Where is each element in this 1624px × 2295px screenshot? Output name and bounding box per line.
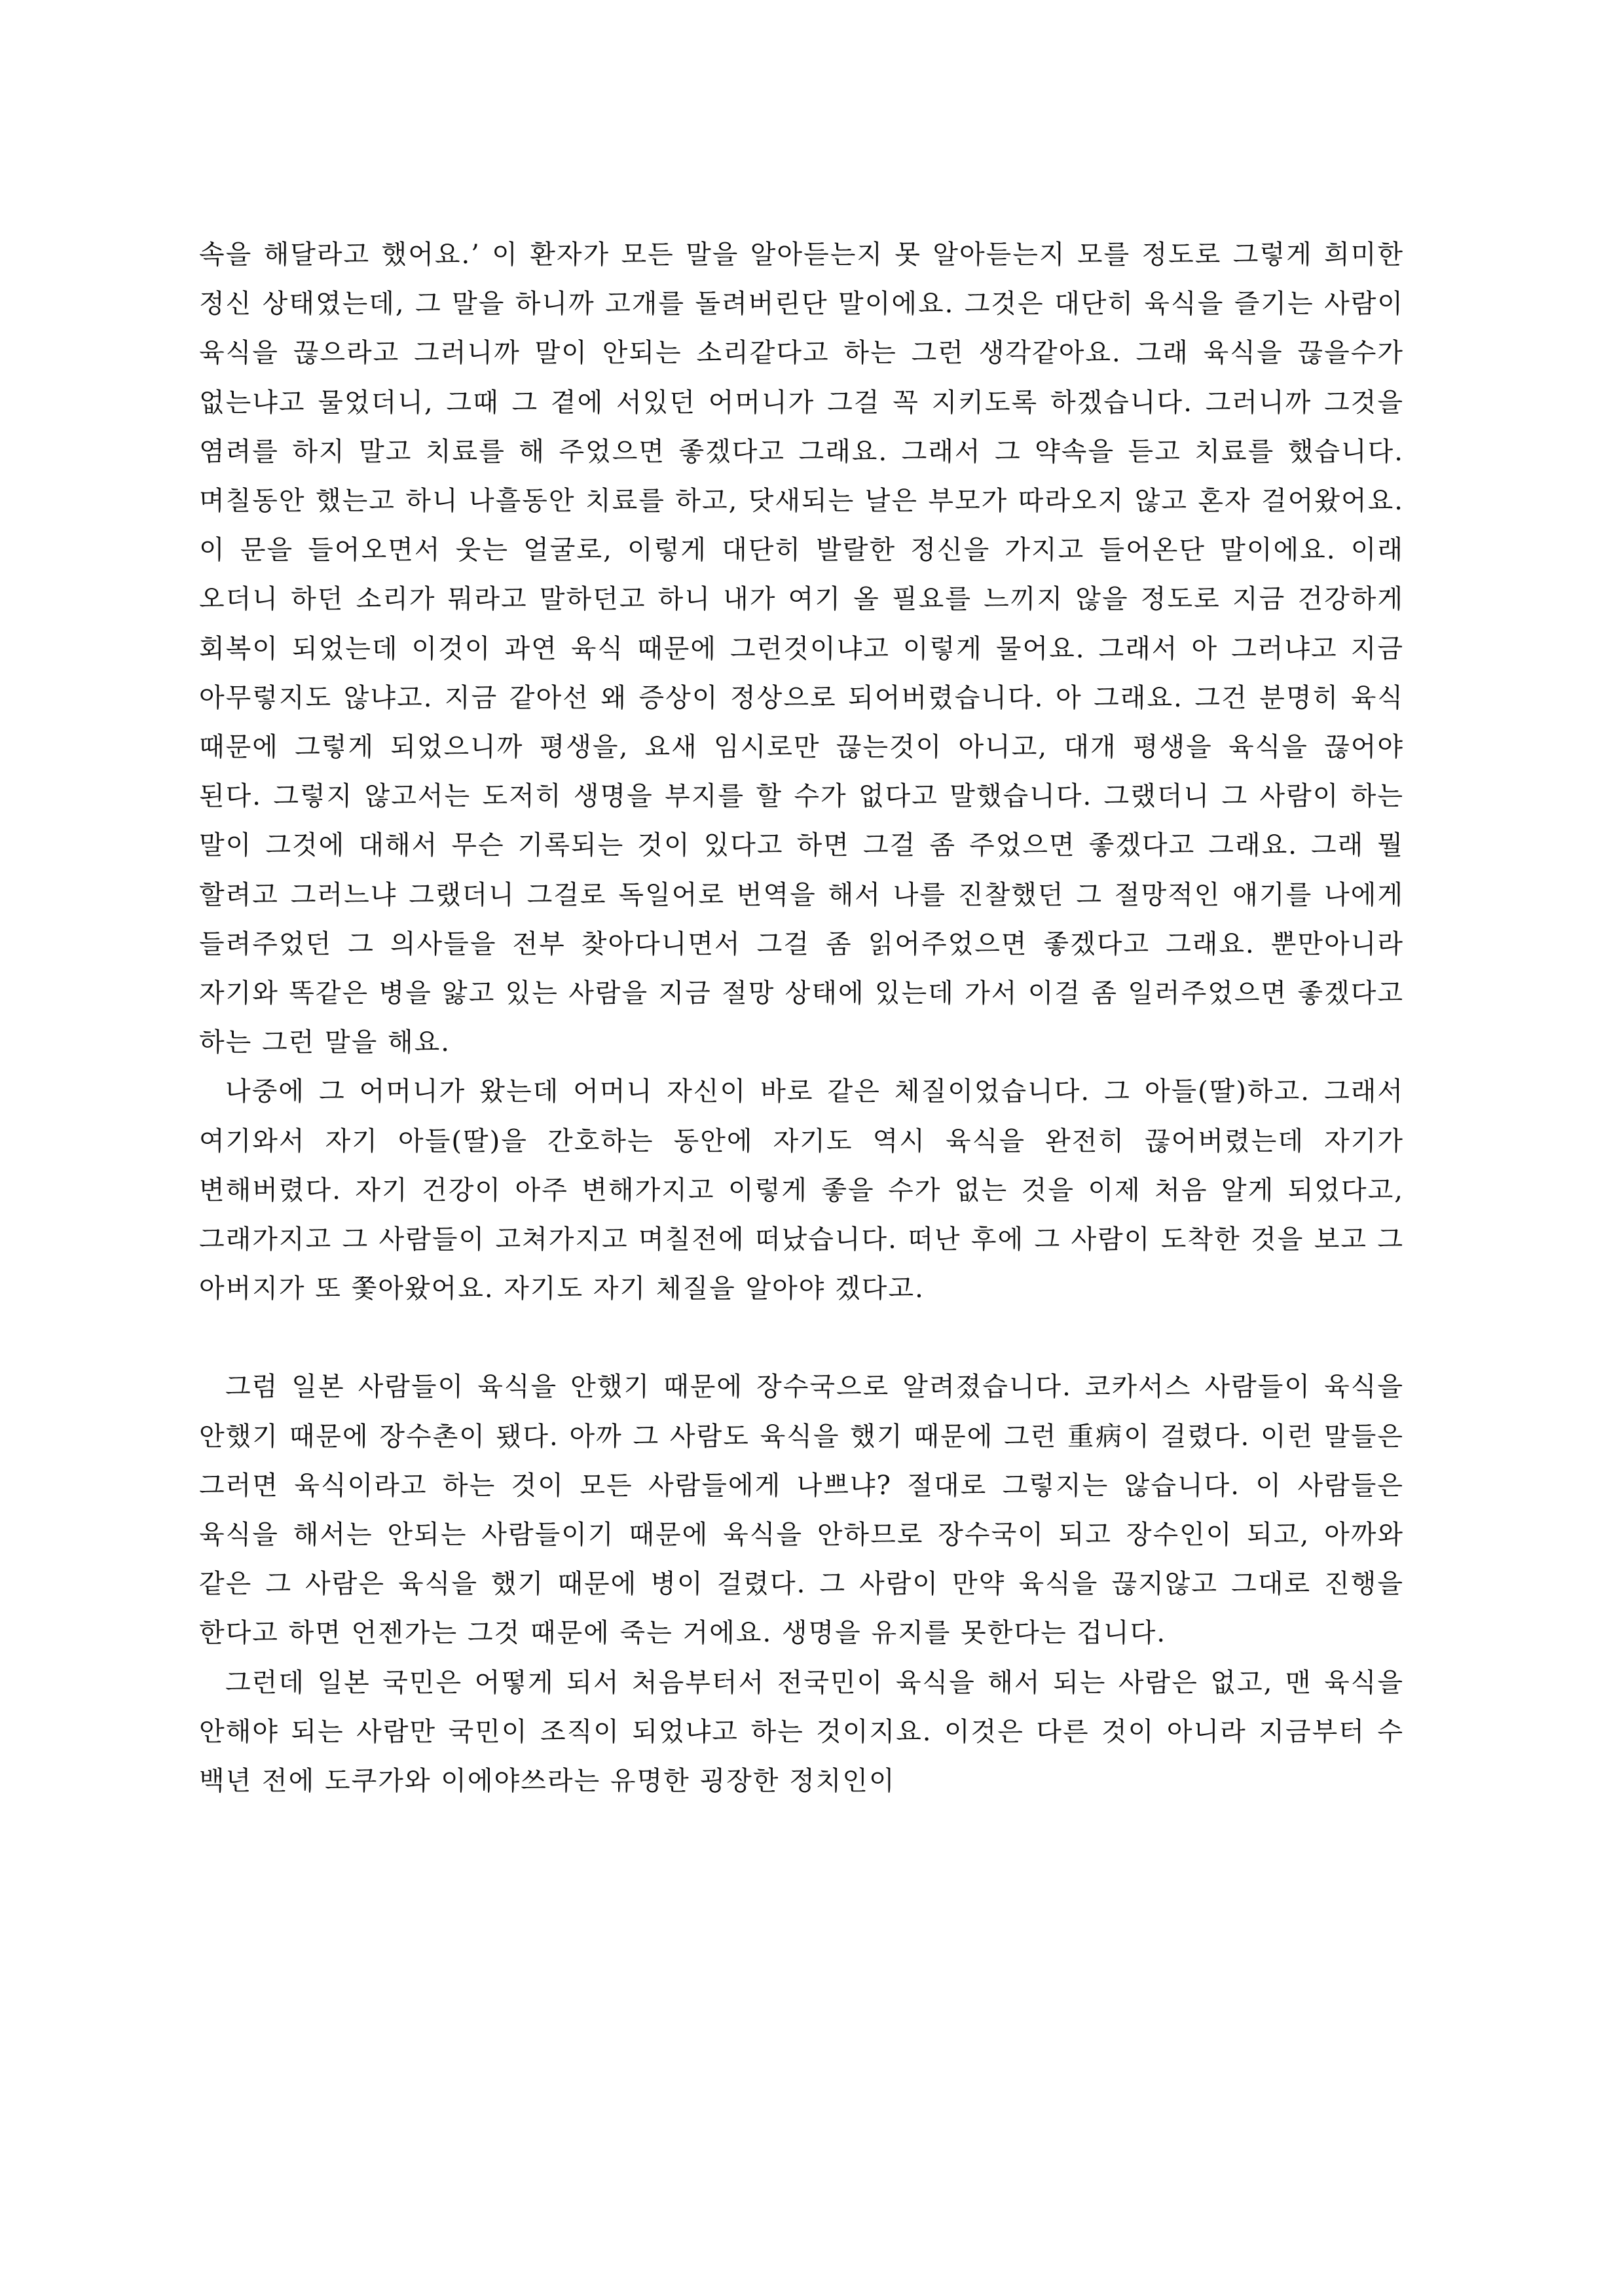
document-body [199,230,1404,1806]
paragraph-4: 그런데 일본 국민은 어떻게 되서 처음부터서 전국민이 육식을 해서 되는 사람은 없고, 맨 육식을 안해야 되는 사람만 국민이 조직이 되었냐고 하는 것이지요. 이것은 다른 것이 아니라 지금부터 수 백년 전에 도쿠가와 이에야쓰라는 유명한 굉장한 정치인이 [199,1667,1404,1797]
paragraph-3: 그럼 일본 사람들이 육식을 안했기 때문에 장수국으로 알려졌습니다. 코카서스 사람들이 육식을 안했기 때문에 장수촌이 됐다. 아까 그 사람도 육식을 했기 때문에 그런 重病이 걸렸다. 이런 말들은 그러면 육식이라고 하는 것이 모든 사람들에게 나쁘냐? 절대로 그렇지는 않습니다. 이 사람들은 육식을 해서는 안되는 사람들이기 때문에 육식을 안하므로 장수국이 되고 장수인이 되고, 아까와 같은 그 사람은 육식을 했기 때문에 병이 걸렸다. 그 사람이 만약 육식을 끊지않고 그대로 진행을 한다고 하면 언젠가는 그것 때문에 죽는 거에요. 생명을 유지를 못한다는 겁니다. [199,1372,1404,1649]
paragraph-2: 나중에 그 어머니가 왔는데 어머니 자신이 바로 같은 체질이었습니다. 그 아들(딸)하고. 그래서 여기와서 자기 아들(딸)을 간호하는 동안에 자기도 역시 육식을 완전히 끊어버렸는데 자기가 변해버렸다. 자기 건강이 아주 변해가지고 이렇게 좋을 수가 없는 것을 이제 처음 알게 되었다고, 그래가지고 그 사람들이 고쳐가지고 며칠전에 떠났습니다. 떠난 후에 그 사람이 도착한 것을 보고 그 아버지가 또 쫓아왔어요. 자기도 자기 체질을 알아야 겠다고. [199,1076,1404,1304]
paragraph-1: 속을 해달라고 했어요.’ 이 환자가 모든 말을 알아듣는지 못 알아듣는지 모를 정도로 그렇게 희미한 정신 상태였는데, 그 말을 하니까 고개를 돌려버린단 말이에요. 그것은 대단히 육식을 즐기는 사람이 육식을 끊으라고 그러니까 말이 안되는 소리같다고 하는 그런 생각같아요. 그래 육식을 끊을수가 없는냐고 물었더니, 그때 그 곁에 서있던 어머니가 그걸 꼭 지키도록 하겠습니다. 그러니까 그것을 염려를 하지 말고 치료를 해 주었으면 좋겠다고 그래요. 그래서 그 약속을 듣고 치료를 했습니다. 며칠동안 했는고 하니 나흘동안 치료를 하고, 닷새되는 날은 부모가 따라오지 않고 혼자 걸어왔어요. 이 문을 들어오면서 웃는 얼굴로, 이렇게 대단히 발랄한 정신을 가지고 들어온단 말이에요. 이래 오더니 하던 소리가 뭐라고 말하던고 하니 내가 여기 올 필요를 느끼지 않을 정도로 지금 건강하게 회복이 되었는데 이것이 과연 육식 때문에 그런것이냐고 이렇게 물어요. 그래서 아 그러냐고 지금 아무렇지도 않냐고. 지금 같아선 왜 증상이 정상으로 되어버렸습니다. 아 그래요. 그건 분명히 육식 때문에 그렇게 되었으니까 평생을, 요새 임시로만 끊는것이 아니고, 대개 평생을 육식을 끊어야 된다. 그렇지 않고서는 도저히 생명을 부지를 할 수가 없다고 말했습니다. 그랬더니 그 사람이 하는 말이 그것에 대해서 무슨 기록되는 것이 있다고 하면 그걸 좀 주었으면 좋겠다고 그래요. 그래 뭘 할려고 그러느냐 그랬더니 그걸로 독일어로 번역을 해서 나를 진찰했던 그 절망적인 얘기를 나에게 들려주었던 그 의사들을 전부 찾아다니면서 그걸 좀 읽어주었으면 좋겠다고 그래요. 뿐만아니라 자기와 똑같은 병을 앓고 있는 사람을 지금 절망 상태에 있는데 가서 이걸 좀 일러주었으면 좋겠다고 하는 그런 말을 해요. [199,240,1404,1058]
section-gap [199,1313,1404,1363]
